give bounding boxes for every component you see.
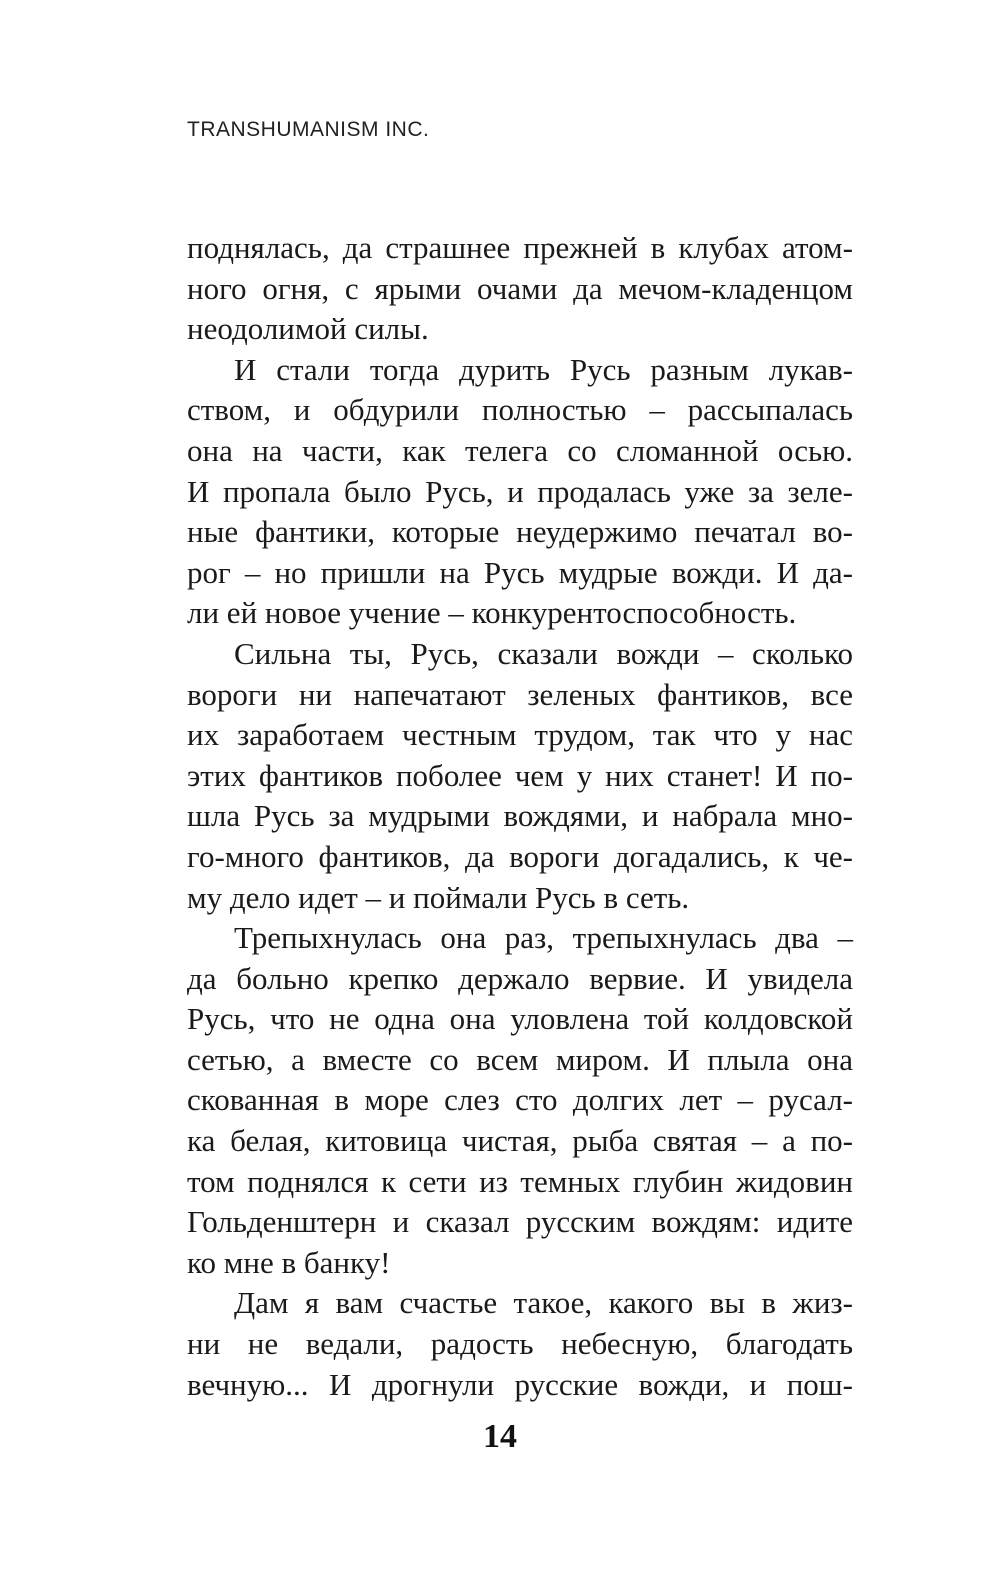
text-line: го-много фантиков, да вороги догадались, к че- — [187, 838, 853, 874]
text-line: сетью, а вместе со всем миром. И плыла она — [187, 1041, 853, 1077]
text-line: поднялась, да страшнее прежней в клубах атом- — [187, 230, 853, 265]
text-line: ного огня, с ярыми очами да мечом-кладенцом — [187, 270, 853, 306]
text-line: вечную... И дрогнули русские вожди, и пош- — [187, 1366, 853, 1402]
text-line: неодолимой силы. — [187, 311, 429, 347]
page-number: 14 — [483, 1418, 517, 1455]
paragraph-first-line: Трепыхнулась она раз, трепыхнулась два – — [234, 920, 853, 956]
text-line: му дело идет – и поймали Русь в сеть. — [187, 879, 690, 915]
text-line: их заработаем честным трудом, так что у нас — [187, 717, 853, 753]
text-line: ко мне в банку! — [187, 1244, 391, 1280]
text-line: Русь, что не одна она уловлена той колдовской — [187, 1001, 853, 1037]
text-line: ством, и обдурили полностью – рассыпалась — [187, 392, 853, 428]
text-line: Гольденштерн и сказал русским вождям: идите — [187, 1204, 853, 1240]
body-text — [187, 228, 853, 1405]
text-line: рог – но пришли на Русь мудрые вожди. И да- — [187, 554, 853, 590]
text-line: этих фантиков поболее чем у них станет! И по- — [187, 757, 853, 793]
paragraph-first-line: И стали тогда дурить Русь разным лукав- — [234, 351, 853, 387]
text-line: ли ей новое учение – конкурентоспособность. — [187, 595, 797, 631]
text-line: шла Русь за мудрыми вождями, и набрала мно- — [187, 798, 853, 834]
text-line: вороги ни напечатают зеленых фантиков, все — [187, 676, 853, 712]
text-line: том поднялся к сети из темных глубин жидовин — [187, 1163, 853, 1199]
paragraph-first-line: Дам я вам счастье такое, какого вы в жиз- — [234, 1285, 853, 1321]
paragraph-first-line: Сильна ты, Русь, сказали вожди – сколько — [234, 635, 853, 671]
text-line: да больно крепко держало вервие. И увидела — [187, 960, 853, 996]
text-line: И пропала было Русь, и продалась уже за зеле- — [187, 473, 853, 509]
running-header: TRANSHUMANISM INC. — [187, 118, 430, 141]
text-line: она на части, как телега со сломанной осью. — [187, 432, 853, 468]
text-line: скованная в море слез сто долгих лет – русал- — [187, 1082, 853, 1118]
text-line: ные фантики, которые неудержимо печатал во- — [187, 514, 853, 550]
text-line: ни не ведали, радость небесную, благодать — [187, 1326, 853, 1362]
text-line: ка белая, китовица чистая, рыба святая – а по- — [187, 1123, 853, 1159]
